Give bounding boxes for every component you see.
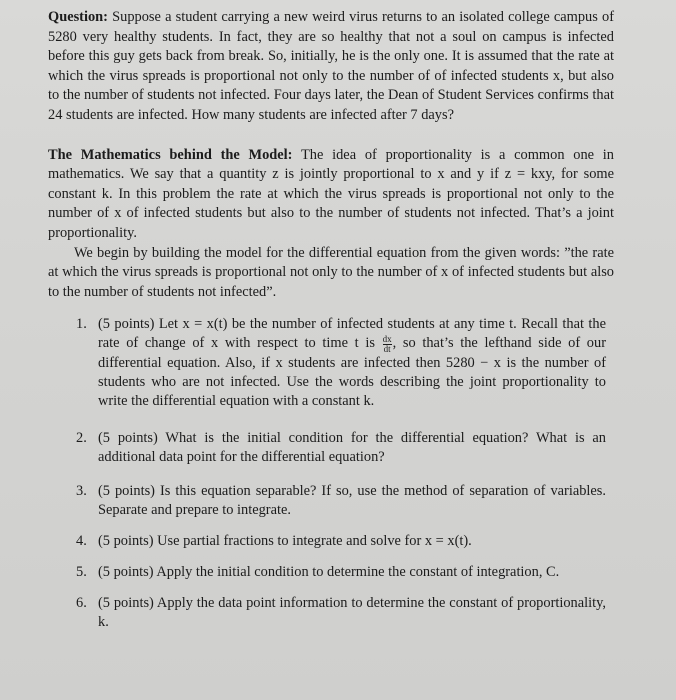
problem-text-a: (5 points) Let x = x(t) be the number of infected students at any time t. Recall that the rate of change of x with respect to time t is: [98, 316, 606, 352]
problem-number: 5.: [76, 563, 87, 580]
model-paragraph-2: [48, 244, 614, 303]
problem-list: [76, 315, 606, 631]
problem-item: [76, 315, 606, 410]
model-text-2: We begin by building the model for the differential equation from the given words: ”the rate at which the virus spreads is proportional not only to the number of x of infected students but also to the number of students not infected”.: [48, 244, 614, 300]
question-heading: Question:: [48, 9, 108, 25]
problem-item: [76, 532, 606, 551]
problem-text: (5 points) Apply the initial condition to determine the constant of integration, C.: [98, 563, 560, 580]
problem-text: (5 points) Apply the data point information to determine the constant of proportionality, k.: [98, 594, 606, 630]
fraction-denominator: dt: [383, 343, 391, 354]
derivative-fraction: [383, 335, 392, 354]
problem-number: 3.: [76, 482, 87, 499]
problem-number: 4.: [76, 532, 87, 549]
problem-item: [76, 563, 606, 582]
problem-text: [98, 315, 606, 410]
model-heading: The Mathematics behind the Model:: [48, 146, 293, 163]
problem-text-b: , so that’s the lefthand side of our differential equation. Also, if x students are infected then 5280 − x is the number of students who are not infected. Use the words describing the joint proportionality to write the differential equation with a constant k.: [98, 335, 606, 409]
question-text: Suppose a student carrying a new weird virus returns to an isolated college campus of 5280 very healthy students. In fact, they are so healthy that not a soul on campus is infected before this guy gets back from break. So, initially, he is the only one. It is assumed that the rate at which the virus spreads is proportional not only to the number of of infected students x, but also to the number of students not infected. Four days later, the Dean of Student Services confirms that 24 students are infected. How many students are infected after 7 days?: [48, 9, 614, 123]
problem-item: [76, 594, 606, 632]
problem-text: (5 points) Use partial fractions to integrate and solve for x = x(t).: [98, 532, 472, 549]
document-page: [48, 8, 614, 632]
problem-number: 2.: [76, 429, 87, 446]
problem-number: 6.: [76, 594, 87, 611]
fraction-numerator: dx: [382, 333, 392, 344]
question-paragraph: [48, 8, 614, 126]
problem-text: (5 points) What is the initial condition for the differential equation? What is an additional data point for the differential equation?: [98, 429, 606, 465]
model-paragraph: [48, 146, 614, 244]
problem-number: 1.: [76, 316, 87, 333]
problem-text: (5 points) Is this equation separable? If so, use the method of separation of variables. Separate and prepare to integrate.: [98, 482, 606, 518]
model-section: [48, 146, 614, 303]
problem-item: [76, 482, 606, 520]
model-text: The idea of proportionality is a common one in mathematics. We say that a quantity z is jointly proportional to x and y if z = kxy, for some constant k. In this problem the rate at which the virus spreads is proportional not only to the number of x of infected students but also to the number of students not infected. That’s a joint proportionality.: [48, 146, 615, 241]
problem-item: [76, 429, 606, 467]
